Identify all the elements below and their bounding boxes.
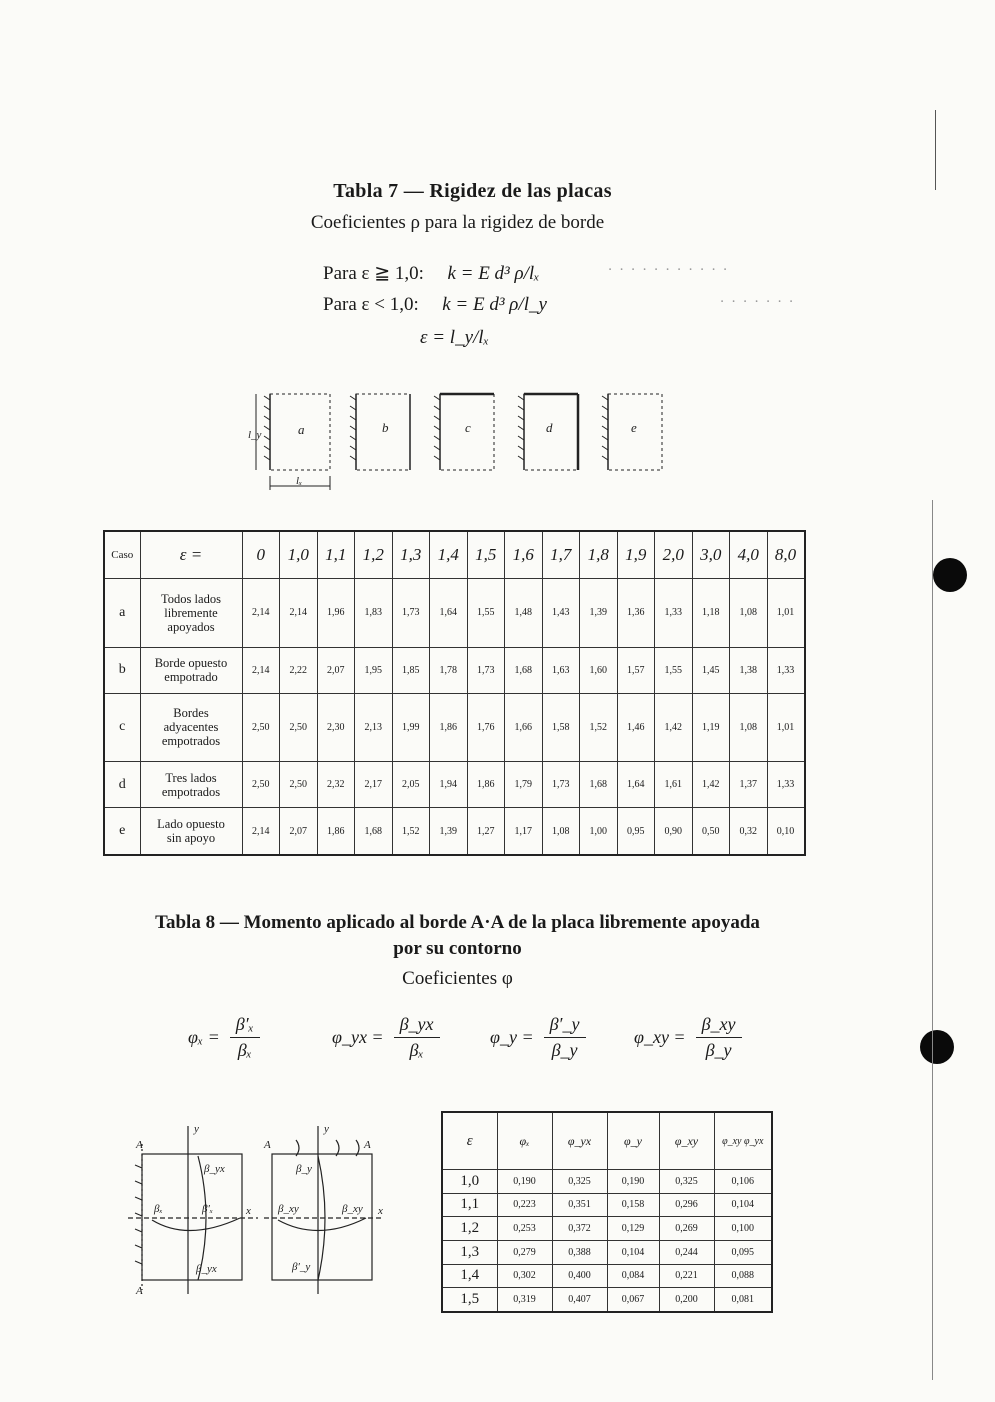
eps-header: 1,9 (617, 531, 655, 579)
eps-header: 1,6 (505, 531, 543, 579)
table8-title-line-1: Tabla 8 — Momento aplicado al borde A·A de la placa libremente apoyada (155, 912, 760, 933)
rho-value: 2,14 (242, 808, 280, 855)
eps-value: 1,3 (442, 1240, 497, 1264)
table7-row-c (104, 693, 805, 762)
left-label-beta-yx-bottom: β_yx (196, 1263, 217, 1275)
table8-title-line-2: por su contorno (393, 938, 522, 959)
fraction-phi-xy (634, 1014, 742, 1061)
rho-value: 1,08 (730, 693, 768, 762)
phi-value: 0,158 (607, 1193, 659, 1217)
phi-value: 0,325 (659, 1170, 714, 1194)
eps-header: 1,4 (430, 531, 468, 579)
table8-title (0, 910, 915, 962)
phi-value: 0,129 (607, 1217, 659, 1241)
eps-header: 1,5 (467, 531, 505, 579)
rho-value: 1,61 (655, 762, 693, 808)
table8-header-row (442, 1112, 772, 1170)
rho-value: 1,96 (317, 579, 355, 648)
rho-value: 1,39 (580, 579, 618, 648)
rho-value: 2,17 (355, 762, 393, 808)
rho-value: 2,50 (280, 762, 318, 808)
rho-value: 2,07 (317, 647, 355, 693)
rho-value: 1,66 (505, 693, 543, 762)
table7-body (104, 579, 805, 856)
case-description-line: Tres lados (165, 770, 217, 785)
eps-value: 1,2 (442, 1217, 497, 1241)
margin-scribble-1: · · · · · · · · · · · (608, 262, 729, 278)
right-label-beta-xy-right: β_xy (342, 1203, 363, 1215)
case-description-line: empotrados (161, 784, 221, 799)
fraction-denominator: βₓ (409, 1040, 424, 1060)
phi-value: 0,190 (607, 1170, 659, 1194)
table7-subtitle: Coeficientes ρ para la rigidez de borde (310, 212, 605, 233)
rho-value: 1,64 (617, 762, 655, 808)
phi-value: 0,106 (714, 1170, 772, 1194)
eps-header: 1,2 (355, 531, 393, 579)
rho-value: 1,52 (580, 693, 618, 762)
binder-hole-bottom (920, 1030, 954, 1064)
case-description (140, 808, 242, 855)
table7-header-row (104, 531, 805, 579)
phi-value: 0,372 (552, 1217, 607, 1241)
dim-label-ly: l_y (248, 429, 262, 441)
eps-header: 3,0 (692, 531, 730, 579)
formula-line-2 (323, 294, 547, 316)
dim-label-lx: lₓ (296, 475, 303, 487)
right-label-beta-xy-left: β_xy (278, 1203, 299, 1215)
left-label-beta-x: βₓ (154, 1203, 163, 1215)
eps-header: 0 (242, 531, 280, 579)
case-description (140, 693, 242, 762)
table8-subtitle: Coeficientes φ (402, 968, 513, 989)
fraction-denominator: βₓ (237, 1040, 252, 1060)
fraction-phi-y (490, 1014, 586, 1061)
rho-value: 1,00 (580, 808, 618, 855)
phi-value: 0,104 (607, 1240, 659, 1264)
rho-value: 2,50 (242, 762, 280, 808)
rho-value: 2,14 (242, 647, 280, 693)
phi-value: 0,325 (552, 1170, 607, 1194)
left-label-a-top: A (136, 1139, 143, 1151)
diagram-label-e: e (631, 420, 637, 435)
left-label-beta-prime-x: β′ₓ (202, 1203, 214, 1215)
case-letter: a (104, 579, 140, 648)
margin-scribble-2: · · · · · · · (720, 294, 795, 310)
rho-value: 1,85 (392, 647, 430, 693)
rho-value: 1,95 (355, 647, 393, 693)
fraction-denominator: β_y (705, 1040, 732, 1060)
formula-2-condition: Para ε < 1,0: (323, 294, 419, 315)
rho-value: 1,99 (392, 693, 430, 762)
rho-value: 1,68 (355, 808, 393, 855)
phi-value: 0,388 (552, 1240, 607, 1264)
page-edge-mark (935, 110, 936, 190)
table8-row (442, 1170, 772, 1194)
diagram-label-a: a (298, 422, 305, 437)
rho-value: 1,73 (542, 762, 580, 808)
rho-value: 1,73 (467, 647, 505, 693)
case-description-line: empotrados (161, 734, 221, 749)
rho-value: 1,01 (767, 579, 805, 648)
rho-value: 1,68 (580, 762, 618, 808)
table8-header: φₓ (497, 1112, 552, 1170)
phi-value: 0,081 (714, 1288, 772, 1312)
diagram-label-b: b (382, 420, 389, 435)
fraction-denominator: β_y (551, 1040, 578, 1060)
rho-value: 1,08 (730, 579, 768, 648)
formula-2-expression: k = E d³ ρ/l_y (442, 294, 547, 315)
phi-value: 0,302 (497, 1264, 552, 1288)
rho-value: 1,68 (505, 647, 543, 693)
phi-value: 0,253 (497, 1217, 552, 1241)
eps-value: 1,4 (442, 1264, 497, 1288)
case-description-line: adyacentes (163, 720, 219, 735)
right-label-beta-prime-y: β′_y (292, 1261, 311, 1273)
left-label-beta-yx-top: β_yx (204, 1163, 225, 1175)
rho-value: 1,94 (430, 762, 468, 808)
rho-value: 1,37 (730, 762, 768, 808)
left-label-x: x (246, 1205, 251, 1217)
table8-header: φ_xy φ_yx (714, 1112, 772, 1170)
rho-value: 1,55 (655, 647, 693, 693)
rho-value: 1,33 (655, 579, 693, 648)
phi-value: 0,095 (714, 1240, 772, 1264)
eps-header: 4,0 (730, 531, 768, 579)
phi-value: 0,351 (552, 1193, 607, 1217)
case-description-line: Todos lados (161, 591, 221, 606)
fraction-numerator: β_yx (399, 1014, 434, 1034)
phi-value: 0,407 (552, 1288, 607, 1312)
right-label-y: y (324, 1123, 329, 1135)
case-description-line: Bordes (173, 706, 209, 721)
rho-value: 1,42 (655, 693, 693, 762)
rho-value: 1,73 (392, 579, 430, 648)
case-description-line: libremente (164, 605, 218, 620)
rho-value: 1,76 (467, 693, 505, 762)
rho-value: 1,45 (692, 647, 730, 693)
case-description-line: sin apoyo (166, 831, 216, 846)
table8-row (442, 1264, 772, 1288)
moment-diagram-left (128, 1126, 258, 1294)
fraction-lhs: φ_y = (490, 1027, 534, 1047)
table7-row-e (104, 808, 805, 855)
eps-header: 8,0 (767, 531, 805, 579)
rho-value: 1,43 (542, 579, 580, 648)
fraction-phi-yx (332, 1014, 440, 1061)
rho-value: 0,32 (730, 808, 768, 855)
right-label-a-top: A (364, 1139, 371, 1151)
rho-value: 1,57 (617, 647, 655, 693)
case-description-line: empotrado (164, 670, 218, 685)
formula-1-condition: Para ε ≧ 1,0: (323, 263, 424, 284)
table8-header: φ_xy (659, 1112, 714, 1170)
eps-header: 1,8 (580, 531, 618, 579)
table7-row-d (104, 762, 805, 808)
phi-value: 0,319 (497, 1288, 552, 1312)
plate-diagram-b (350, 394, 410, 470)
epsilon-definition: ε = l_y/lₓ (420, 327, 489, 348)
rho-value: 1,78 (430, 647, 468, 693)
fraction-numerator: β′ₓ (235, 1014, 254, 1034)
eps-value: 1,0 (442, 1170, 497, 1194)
formula-line-1 (323, 262, 540, 285)
fraction-numerator: β′_y (549, 1014, 580, 1034)
eps-header: 1,0 (280, 531, 318, 579)
fraction-numerator: β_xy (701, 1014, 736, 1034)
phi-value: 0,296 (659, 1193, 714, 1217)
rho-value: 2,30 (317, 693, 355, 762)
table7-title: Tabla 7 — Rigidez de las placas (333, 180, 612, 202)
phi-value: 0,067 (607, 1288, 659, 1312)
rho-value: 1,36 (617, 579, 655, 648)
table8-row (442, 1240, 772, 1264)
table8-row (442, 1288, 772, 1312)
case-letter: c (104, 693, 140, 762)
phi-value: 0,221 (659, 1264, 714, 1288)
right-label-beta-y: β_y (296, 1163, 312, 1175)
case-description-line: apoyados (167, 619, 215, 634)
phi-value: 0,100 (714, 1217, 772, 1241)
fraction-phi-x (188, 1014, 260, 1061)
table7-header-case: Caso (104, 531, 140, 579)
rho-value: 2,13 (355, 693, 393, 762)
table7-row-b (104, 647, 805, 693)
rho-value: 1,86 (467, 762, 505, 808)
phi-value: 0,104 (714, 1193, 772, 1217)
rho-value: 1,63 (542, 647, 580, 693)
plate-diagrams (248, 388, 668, 492)
rho-value: 1,79 (505, 762, 543, 808)
rho-value: 1,83 (355, 579, 393, 648)
case-description-line: Borde opuesto (154, 656, 228, 671)
rho-value: 1,33 (767, 762, 805, 808)
phi-value: 0,223 (497, 1193, 552, 1217)
phi-value: 0,200 (659, 1288, 714, 1312)
eps-header: 2,0 (655, 531, 693, 579)
right-label-a-left: A (264, 1139, 271, 1151)
rho-value: 2,05 (392, 762, 430, 808)
rho-value: 1,27 (467, 808, 505, 855)
eps-header: 1,1 (317, 531, 355, 579)
rho-value: 2,50 (242, 693, 280, 762)
table8-header: ε (442, 1112, 497, 1170)
phi-value: 0,088 (714, 1264, 772, 1288)
rho-value: 1,48 (505, 579, 543, 648)
rho-value: 1,19 (692, 693, 730, 762)
rho-value: 1,08 (542, 808, 580, 855)
table8-header: φ_y (607, 1112, 659, 1170)
phi-value: 0,269 (659, 1217, 714, 1241)
moment-diagrams (128, 1122, 398, 1300)
rho-value: 0,10 (767, 808, 805, 855)
rho-value: 2,22 (280, 647, 318, 693)
table8 (441, 1111, 773, 1313)
table7 (103, 530, 806, 856)
rho-value: 1,17 (505, 808, 543, 855)
rho-value: 1,55 (467, 579, 505, 648)
left-label-y: y (194, 1123, 199, 1135)
rho-value: 1,52 (392, 808, 430, 855)
table8-header: φ_yx (552, 1112, 607, 1170)
rho-value: 1,18 (692, 579, 730, 648)
case-description (140, 579, 242, 648)
rho-value: 1,39 (430, 808, 468, 855)
plate-diagram-a (256, 394, 330, 490)
formula-1-expression: k = E d³ ρ/lₓ (447, 263, 540, 284)
table8-body (442, 1170, 772, 1313)
left-label-a-bottom: A (136, 1285, 143, 1297)
rho-value: 1,46 (617, 693, 655, 762)
eps-header: 1,7 (542, 531, 580, 579)
rho-value: 2,07 (280, 808, 318, 855)
table7-header-eps: ε = (140, 531, 242, 579)
diagram-label-d: d (546, 420, 553, 435)
case-description (140, 647, 242, 693)
eps-value: 1,5 (442, 1288, 497, 1312)
case-description (140, 762, 242, 808)
rho-value: 2,50 (280, 693, 318, 762)
rho-value: 0,90 (655, 808, 693, 855)
phi-value: 0,084 (607, 1264, 659, 1288)
rho-value: 0,50 (692, 808, 730, 855)
rho-value: 1,64 (430, 579, 468, 648)
page-edge-line (932, 500, 933, 1380)
case-description-line: Lado opuesto (157, 817, 225, 832)
plate-diagram-c (434, 394, 494, 470)
phi-value: 0,190 (497, 1170, 552, 1194)
rho-value: 0,95 (617, 808, 655, 855)
rho-value: 1,86 (430, 693, 468, 762)
rho-value: 1,86 (317, 808, 355, 855)
rho-value: 1,42 (692, 762, 730, 808)
binder-hole-top (933, 558, 967, 592)
rho-value: 2,14 (242, 579, 280, 648)
case-letter: d (104, 762, 140, 808)
rho-value: 2,32 (317, 762, 355, 808)
table8-row (442, 1193, 772, 1217)
fraction-lhs: φ_yx = (332, 1027, 384, 1047)
rho-value: 2,14 (280, 579, 318, 648)
rho-value: 1,58 (542, 693, 580, 762)
rho-value: 1,33 (767, 647, 805, 693)
fraction-lhs: φ_xy = (634, 1027, 686, 1047)
case-letter: b (104, 647, 140, 693)
case-letter: e (104, 808, 140, 855)
eps-value: 1,1 (442, 1193, 497, 1217)
rho-value: 1,38 (730, 647, 768, 693)
phi-value: 0,279 (497, 1240, 552, 1264)
phi-value: 0,400 (552, 1264, 607, 1288)
diagram-label-c: c (465, 420, 471, 435)
eps-header: 1,3 (392, 531, 430, 579)
table8-row (442, 1217, 772, 1241)
fraction-lhs: φₓ = (188, 1027, 220, 1047)
phi-value: 0,244 (659, 1240, 714, 1264)
rho-value: 1,01 (767, 693, 805, 762)
table7-row-a (104, 579, 805, 648)
right-label-x: x (378, 1205, 383, 1217)
rho-value: 1,60 (580, 647, 618, 693)
